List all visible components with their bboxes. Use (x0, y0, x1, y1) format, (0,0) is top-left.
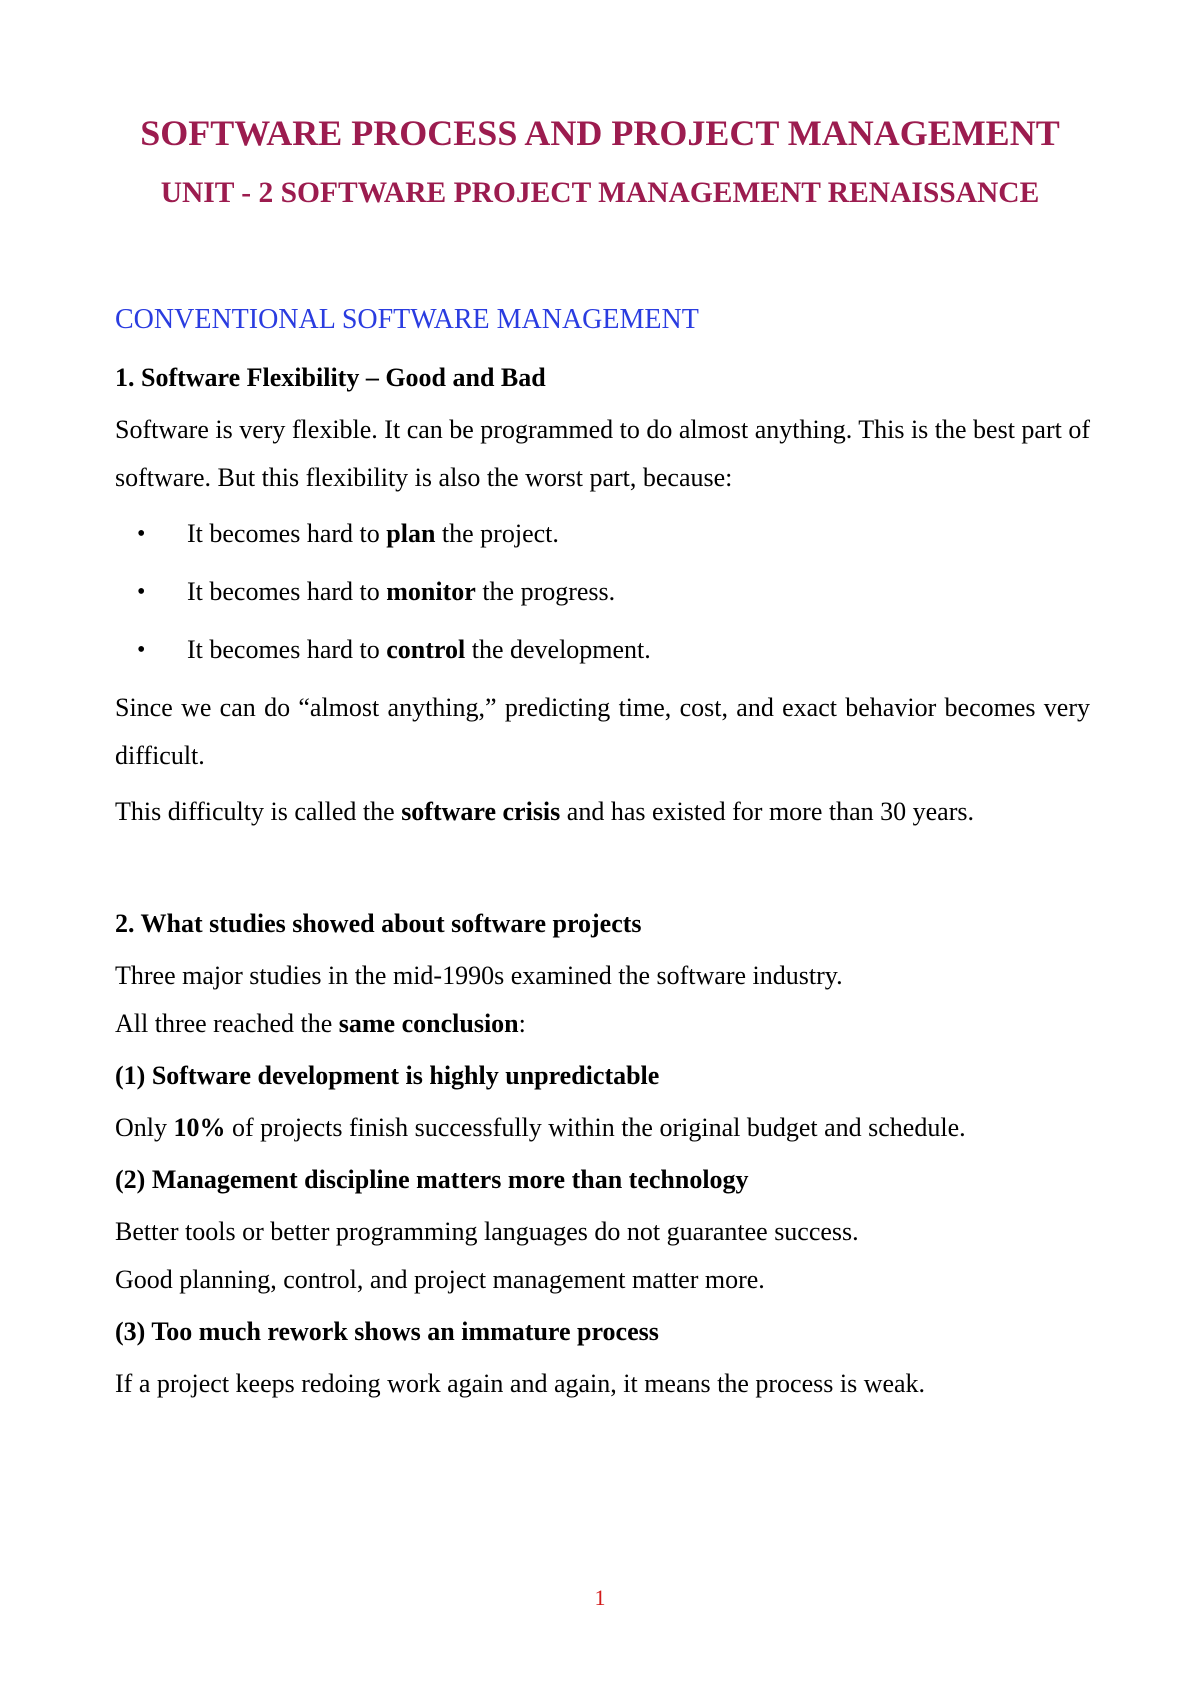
part1-paragraph-2: Since we can do “almost anything,” predicting time, cost, and exact behavior becomes very difficult. (115, 693, 1090, 770)
unit-subtitle: UNIT - 2 SOFTWARE PROJECT MANAGEMENT RENAISSANCE (160, 177, 1040, 209)
list-item: • It becomes hard to control the development. (115, 626, 1090, 674)
document-body (115, 296, 1090, 1416)
bullet-icon: • (137, 637, 146, 663)
part2-line-2: All three reached the same conclusion: (115, 1009, 526, 1038)
finding-2-heading: (2) Management discipline matters more than technology (115, 1165, 749, 1194)
bullet-icon: • (137, 521, 146, 547)
bullet-list (115, 510, 1090, 674)
part2-line-1: Three major studies in the mid-1990s examined the software industry. (115, 961, 843, 990)
finding-3-heading: (3) Too much rework shows an immature process (115, 1317, 659, 1346)
finding-1-text: Only 10% of projects finish successfully within the original budget and schedule. (115, 1113, 966, 1142)
part2-heading: 2. What studies showed about software projects (115, 909, 642, 938)
list-item: • It becomes hard to monitor the progress. (115, 568, 1090, 616)
finding-1-heading: (1) Software development is highly unpredictable (115, 1061, 660, 1090)
part1-heading: 1. Software Flexibility – Good and Bad (115, 363, 546, 392)
finding-3-text: If a project keeps redoing work again and again, it means the process is weak. (115, 1369, 926, 1398)
bullet-icon: • (137, 579, 146, 605)
part1-intro: Software is very flexible. It can be programmed to do almost anything. This is the best part of software. But this flexibility is also the worst part, because: (115, 415, 1091, 492)
list-item: • It becomes hard to plan the project. (115, 510, 1090, 558)
document-title: SOFTWARE PROCESS AND PROJECT MANAGEMENT (140, 113, 1060, 153)
finding-2-line-1: Better tools or better programming languages do not guarantee success. (115, 1217, 859, 1246)
page-number: 1 (594, 1585, 606, 1610)
spacer (115, 844, 1090, 904)
part1-paragraph-3: This difficulty is called the software crisis and has existed for more than 30 years. (115, 797, 974, 826)
finding-2-line-2: Good planning, control, and project management matter more. (115, 1265, 765, 1294)
section-heading: CONVENTIONAL SOFTWARE MANAGEMENT (115, 304, 699, 335)
